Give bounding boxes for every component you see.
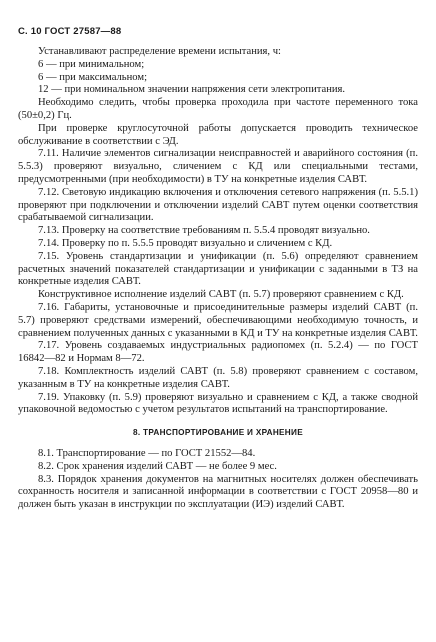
paragraph: При проверке круглосуточной работы допускается проводить техническое обслуживание в соответствии с ЭД.	[18, 122, 418, 147]
document-body	[18, 46, 418, 512]
paragraph: Устанавливают распределение времени испытания, ч:	[38, 46, 281, 57]
clause-7-12: 7.12. Световую индикацию включения и отключения сетевого напряжения (п. 5.5.1) проверяют при подключении и отключении изделий САВТ путем оценки соответствия срабатываемой сигнализации.	[18, 186, 418, 224]
clause-8-3: 8.3. Порядок хранения документов на магнитных носителях должен обеспечивать сохранность носителя и записанной информации в соответствии с ГОСТ 20958—80 и должен быть указан в инструкции по эксплуатации (ИЭ) изделий САВТ.	[18, 473, 418, 511]
clause-8-2: 8.2. Срок хранения изделий САВТ — не более 9 мес.	[38, 460, 277, 472]
clause-8-1: 8.1. Транспортирование — по ГОСТ 21552—84.	[38, 447, 256, 459]
clause-7-15: 7.15. Уровень стандартизации и унификации (п. 5.6) определяют сравнением расчетных значений показателей стандартизации и унификации с заданными в ТЗ на конкретные изделия САВТ.	[18, 250, 418, 288]
clause-7-11: 7.11. Наличие элементов сигнализации неисправностей и аварийного состояния (п. 5.5.3) проверяют визуально, сличением с КД или специальными тестами, предусмотренными (при необходимости) в ТУ на конкретные изделия САВТ.	[18, 148, 418, 185]
page-header: С. 10 ГОСТ 27587—88	[18, 26, 122, 37]
section-title: 8. ТРАНСПОРТИРОВАНИЕ И ХРАНЕНИЕ	[133, 428, 303, 438]
clause-7-17: 7.17. Уровень создаваемых индустриальных радиопомех (п. 5.2.4) — по ГОСТ 16842—82 и Нормам 8—72.	[18, 340, 418, 365]
paragraph: 6 — при максимальном;	[38, 71, 148, 83]
clause-7-14: 7.14. Проверку по п. 5.5.5 проводят визуально и сличением с КД.	[38, 237, 333, 249]
paragraph: Необходимо следить, чтобы проверка проходила при частоте переменного тока (50±0,2) Гц.	[18, 97, 418, 121]
clause-7-18: 7.18. Комплектность изделий САВТ (п. 5.8) проверяют сравнением с составом, указанным в ТУ на конкретные изделия САВТ.	[18, 365, 418, 390]
clause-7-19: 7.19. Упаковку (п. 5.9) проверяют визуально и сравнением с КД, а также сводной упаковочной ведомостью с учетом результатов испытаний на транспортирование.	[18, 391, 418, 416]
paragraph: Конструктивное исполнение изделий САВТ (п. 5.7) проверяют сравнением с КД.	[38, 289, 404, 301]
clause-7-16: 7.16. Габариты, установочные и присоединительные размеры изделий САВТ (п. 5.7) проверяют средствами измерений, обеспечивающими необходимую точность, и сравнением полученных данных с указанными в КД и ТУ на конкретные изделия САВТ.	[18, 301, 418, 339]
paragraph: 6 — при минимальном;	[38, 58, 145, 70]
paragraph: 12 — при номинальном значении напряжения сети электропитания.	[38, 84, 346, 96]
clause-7-13: 7.13. Проверку на соответствие требованиям п. 5.5.4 проводят визуально.	[38, 225, 370, 237]
